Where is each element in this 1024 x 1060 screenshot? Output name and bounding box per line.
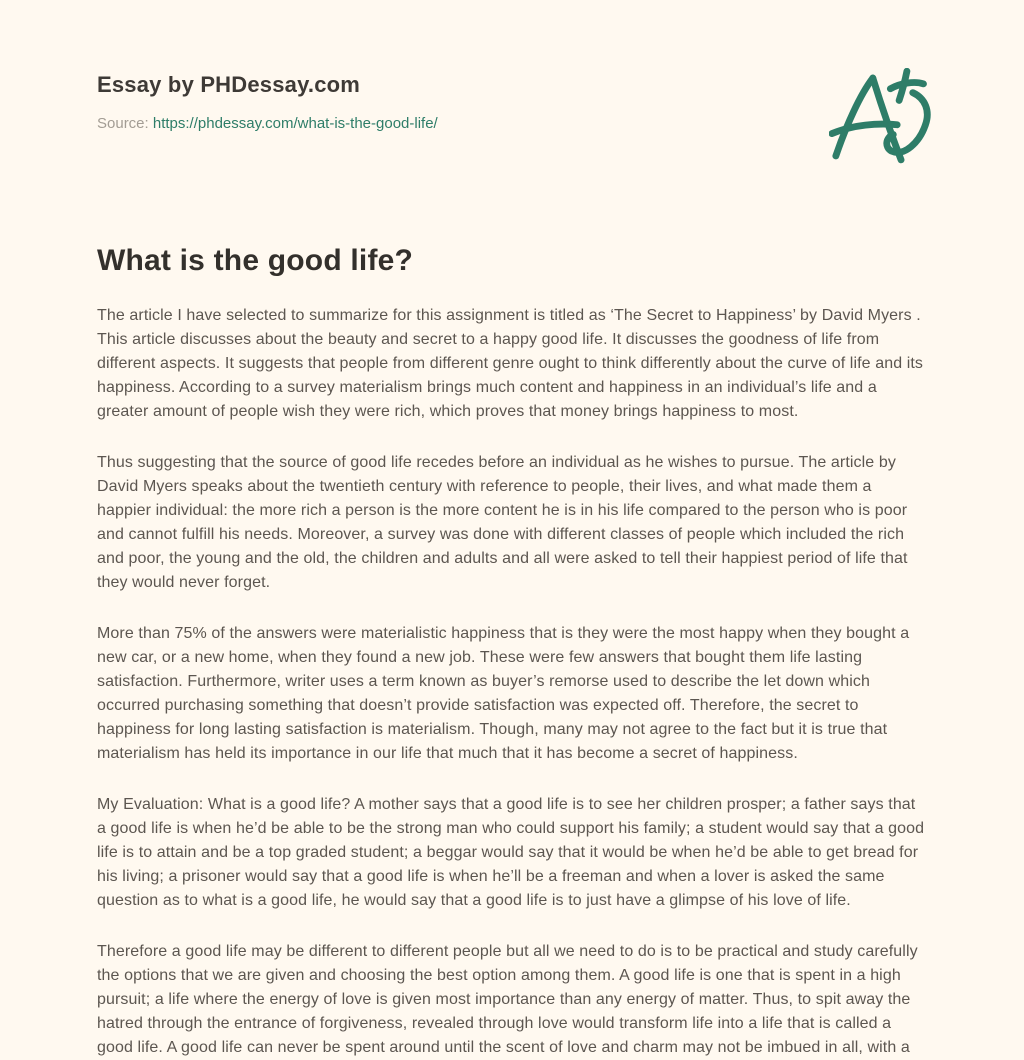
essay-paragraph: Therefore a good life may be different to different people but all we need to do is to be practical and study carefully the options that we are given and choosing the best option among them. A good life is one that is spent in a high pursuit; a life where the energy of love is given most importance than any energy of matter. Thus, to spit away the hatred through the entrance of forgiveness, revealed through love would transform life into a life that is called a good life. A good life can never be spent around until the scent of love and charm may not be imbued in all, with a [97,943,918,1056]
source-line [97,115,438,132]
page-header [97,72,927,166]
a-plus-logo-icon [829,68,941,166]
source-label: Source: [97,115,149,132]
page-title: What is the good life? [97,244,414,277]
essay-paragraph: The article I have selected to summarize for this assignment is titled as ‘The Secret to Happiness’ by David Myers . This article discusses about the beauty and secret to a happy good life. It discusses the goodness of life from different aspects. It suggests that people from different genre ought to think differently about the curve of life and its happiness. According to a survey materialism brings much content and happiness in an individual’s life and a greater amount of people wish they were rich, which proves that money brings happiness to most. [97,307,924,420]
source-url-link[interactable]: https://phdessay.com/what-is-the-good-life/ [152,115,438,132]
essay-body [97,304,927,1060]
essay-page [97,0,927,1060]
byline-heading: Essay by PHDessay.com [97,72,361,97]
header-text-block [97,72,438,132]
essay-paragraph: My Evaluation: What is a good life? A mother says that a good life is to see her children prosper; a father says that a good life is when he’d be able to be the strong man who could support his family; a student would say that a good life is to attain and be a top graded student; a beggar would say that it would be when he’d be able to get bread for his living; a prisoner would say that a good life is when he’ll be a freeman and when a lover is asked the same question as to what is a good life, he would say that a good life is to just have a glimpse of his love of life. [97,796,925,909]
essay-paragraph: More than 75% of the answers were materialistic happiness that is they were the most happy when they bought a new car, or a new home, when they found a new job. These were few answers that bought them life lasting satisfaction. Furthermore, writer uses a term known as buyer’s remorse used to describe the let down which occurred purchasing something that doesn’t provide satisfaction was expected off. Therefore, the secret to happiness for long lasting satisfaction is materialism. Though, many may not agree to the fact but it is true that materialism has held its importance in our life that much that it has become a secret of happiness. [97,625,910,762]
essay-paragraph: Thus suggesting that the source of good life recedes before an individual as he wishes to pursue. The article by David Myers speaks about the twentieth century with reference to people, their lives, and what made them a happier individual: the more rich a person is the more content he is in his life compared to the person who is poor and cannot fulfill his needs. Moreover, a survey was done with different classes of people which included the rich and poor, the young and the old, the children and adults and all were asked to tell their happiest period of life that they would never forget. [97,454,908,591]
